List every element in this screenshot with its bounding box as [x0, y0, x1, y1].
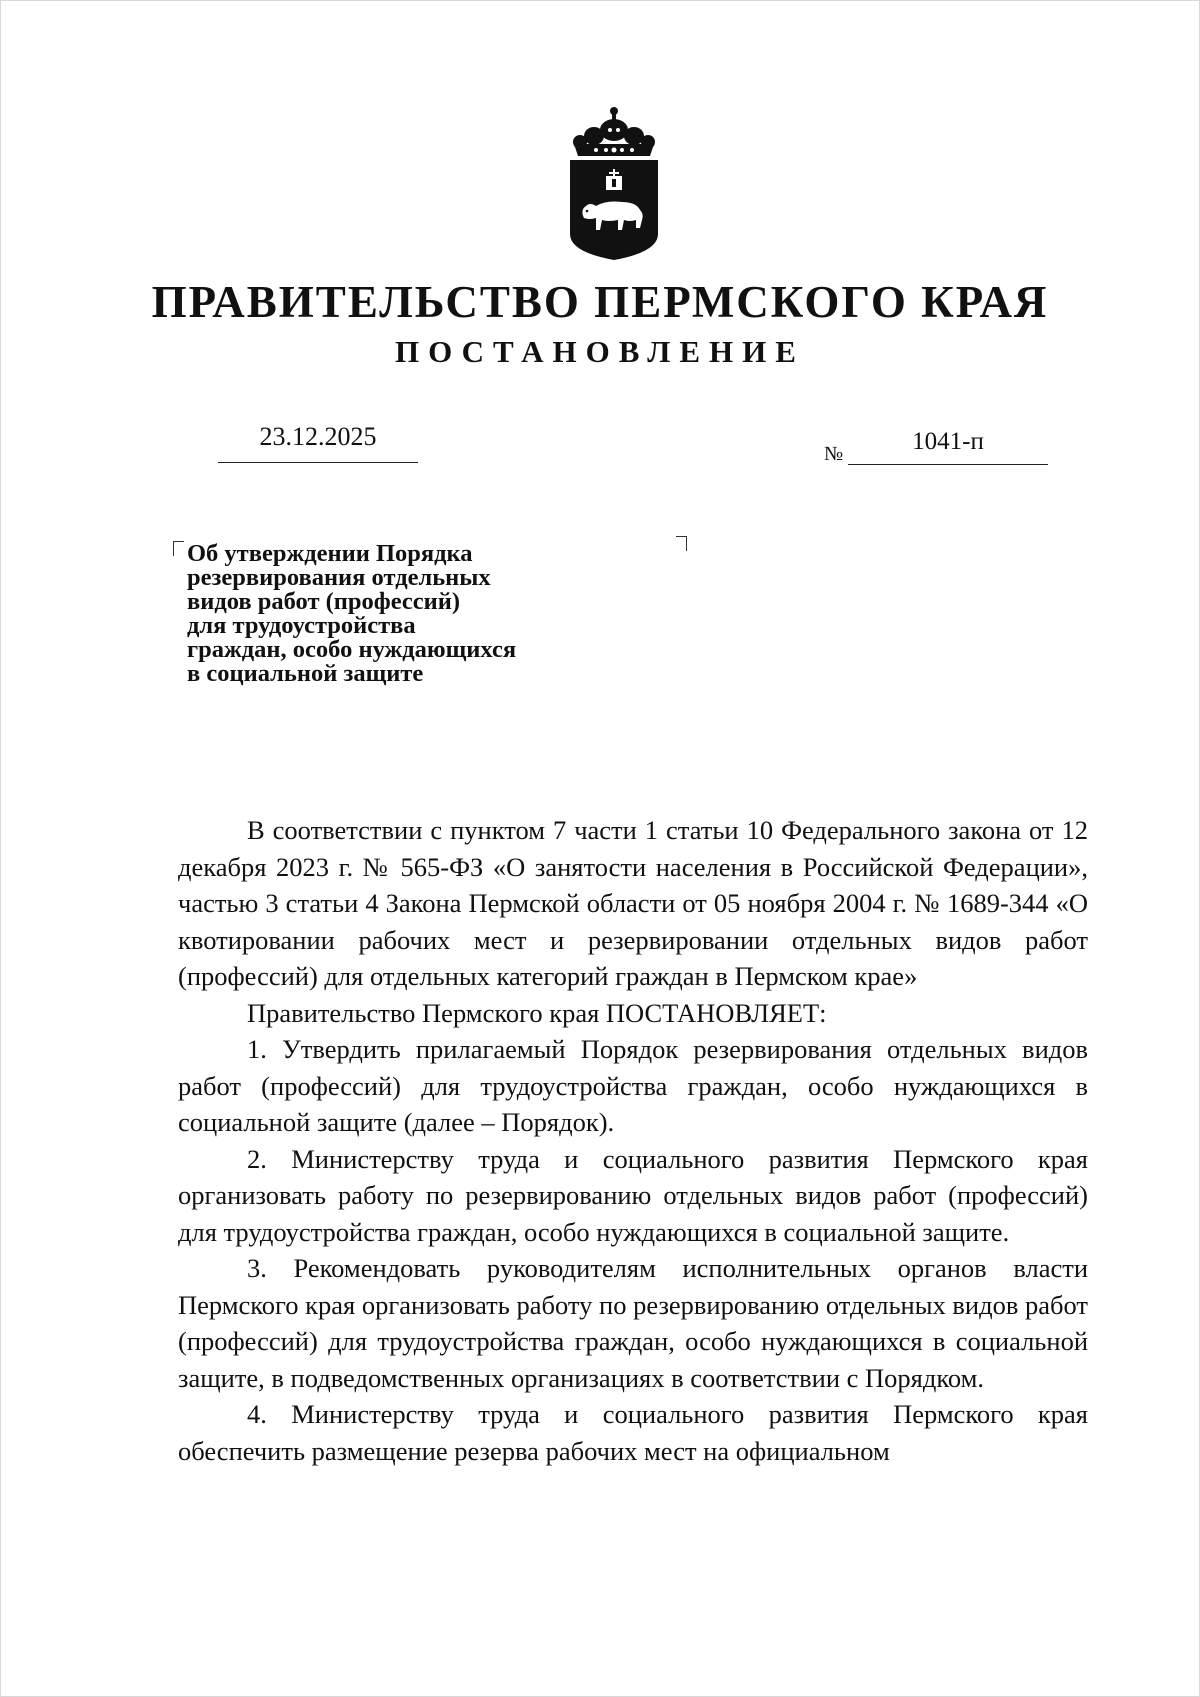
item-paragraph: 4. Министерству труда и социального развития Пермского края обеспечить размещение резерва рабочих мест на официальном [178, 1399, 1088, 1466]
subject-line: граждан, особо нуждающихся [187, 636, 517, 663]
item-paragraph: 3. Рекомендовать руководителям исполнительных органов власти Пермского края организовать работу по резервированию отдельных видов работ (профессий) для трудоустройства граждан, особо нуждающихся в социальной защите, в подведомственных организациях в соответствии с Порядком. [178, 1253, 1088, 1393]
subject-line: резервирования отдельных [187, 564, 491, 591]
subject-line: для трудоустройства [187, 612, 416, 639]
number-label: № [824, 443, 844, 465]
item-paragraph: 1. Утвердить прилагаемый Порядок резервирования отдельных видов работ (профессий) для трудоустройства граждан, особо нуждающихся в социальной защите (далее – Порядок). [178, 1034, 1088, 1137]
subject-line: видов работ (профессий) [187, 588, 461, 615]
document-number: 1041-п [912, 428, 984, 455]
subject-bracket-left [173, 541, 184, 556]
decree-statement: Правительство Пермского края ПОСТАНОВЛЯЕТ: [247, 997, 827, 1028]
organization-title: ПРАВИТЕЛЬСТВО ПЕРМСКОГО КРАЯ [151, 277, 1049, 327]
document-subject [187, 542, 516, 686]
number-underline [848, 464, 1048, 465]
document-type: ПОСТАНОВЛЕНИЕ [395, 334, 805, 369]
subject-bracket-right [676, 536, 687, 551]
document-date: 23.12.2025 [259, 422, 377, 451]
coat-of-arms-icon [566, 106, 662, 262]
subject-line: в социальной защите [187, 660, 424, 687]
subject-line: Об утверждении Порядка [187, 540, 473, 567]
item-paragraph: 2. Министерству труда и социального развития Пермского края организовать работу по резервированию отдельных видов работ (профессий) для трудоустройства граждан, особо нуждающихся в социальной защите. [178, 1143, 1088, 1247]
preamble-paragraph: В соответствии с пунктом 7 части 1 статьи 10 Федерального закона от 12 декабря 2023 г. № 565-ФЗ «О занятости населения в Российской Федерации», частью 3 статьи 4 Закона Пермской области от 05 ноября 2004 г. № 1689-344 «О квотировании рабочих мест и резервировании отдельных видов работ (профессий) для отдельных категорий граждан в Пермском крае» [178, 815, 1088, 991]
date-underline [218, 462, 418, 463]
document-body [178, 812, 1088, 1469]
